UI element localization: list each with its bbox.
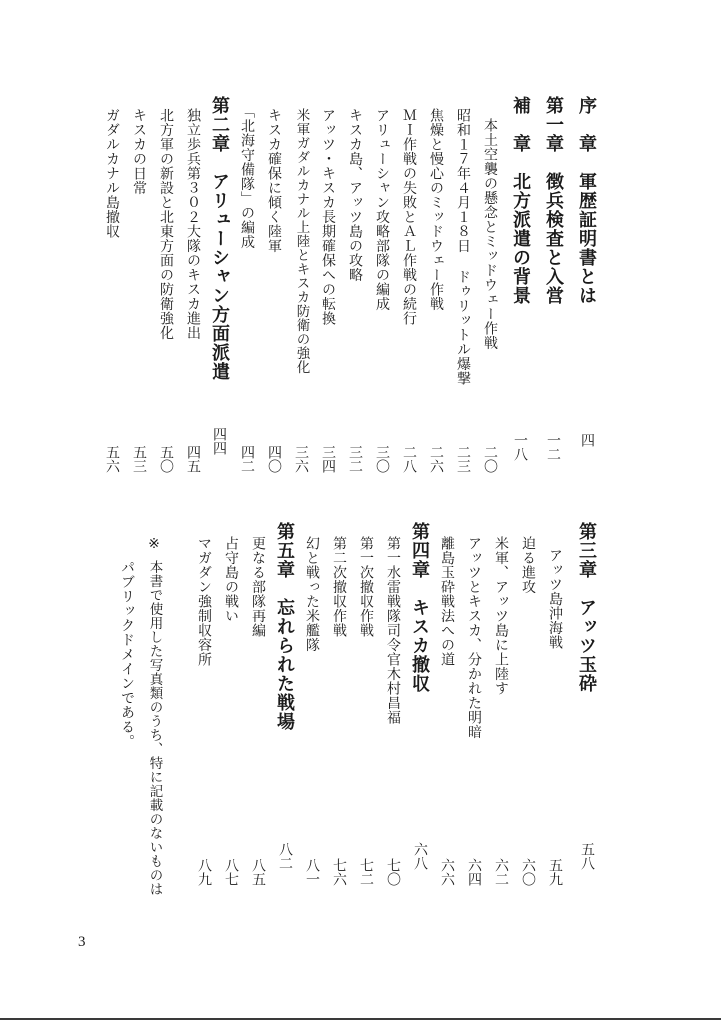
bottom-rule [0, 1018, 721, 1020]
toc-page-number: 八二 [277, 842, 293, 870]
toc-page-number: 二〇 [482, 445, 498, 473]
toc-page-number: 三〇 [374, 445, 390, 473]
toc-page-number: 五〇 [158, 445, 174, 473]
toc-entry: アッツ島沖海戦 [547, 548, 563, 650]
toc-heading-chapter5: 第五章 忘れられた戦場 [274, 522, 295, 731]
toc-heading-chapter4: 第四章 キスカ撤収 [409, 522, 430, 693]
toc-entry: 幻と戦った米艦隊 [304, 536, 320, 652]
toc-page-number: 二三 [455, 445, 471, 473]
toc-page-number: 八五 [250, 858, 266, 886]
toc-entry: キスカ確保に傾く陸軍 [266, 108, 282, 253]
toc-page-number: 五八 [579, 842, 595, 870]
toc-page-number: 八一 [304, 858, 320, 886]
toc-entry: ＭＩ作戦の失敗とＡＬ作戦の続行 [401, 108, 417, 326]
toc-entry: 昭和１７年４月１８日 ドゥリットル爆撃 [455, 108, 471, 386]
toc-entry: キスカ島、アッツ島の攻略 [347, 108, 363, 282]
toc-page-number: 六六 [439, 858, 455, 886]
toc-page-number: 五三 [131, 445, 147, 473]
toc-entry: 占守島の戦い [223, 536, 239, 623]
toc-page-number: 一八 [512, 433, 528, 461]
toc-page-number: 六八 [412, 842, 428, 870]
toc-entry: 北方軍の新設と北東方面の防衛強化 [158, 108, 174, 340]
toc-page-number: 六〇 [520, 858, 536, 886]
toc-page-number: 四〇 [266, 445, 282, 473]
toc-entry: 「北海守備隊」の編成 [239, 104, 255, 249]
toc-entry: キスカの日常 [131, 108, 147, 195]
note-line-2: パブリックドメインである。 [119, 560, 135, 749]
toc-page-number: 八九 [196, 858, 212, 886]
toc-entry: 更なる部隊再編 [250, 536, 266, 638]
toc-entry: 米軍、アッツ島に上陸す [493, 536, 509, 696]
toc-entry: ガダルカナル島撤収 [104, 108, 120, 239]
toc-entry: アリューシャン攻略部隊の編成 [374, 108, 390, 311]
toc-page-number: 七〇 [385, 858, 401, 886]
toc-entry: 独立歩兵第３０２大隊のキスカ進出 [185, 108, 201, 340]
toc-page-number: 七六 [331, 858, 347, 886]
toc-page-number: 六二 [493, 858, 509, 886]
toc-page-number: 四 [579, 433, 595, 447]
toc-entry: 米軍ガダルカナル上陸とキスカ防衛の強化 [293, 108, 310, 374]
toc-entry: アッツ・キスカ長期確保への転換 [320, 108, 336, 326]
toc-page-number: 四二 [239, 445, 255, 473]
toc-heading-prologue: 序 章 軍歴証明書とは [576, 96, 597, 305]
toc-page-number: 七二 [358, 858, 374, 886]
toc-heading-supplement: 補 章 北方派遣の背景 [510, 96, 531, 305]
toc-page-number: 五六 [104, 445, 120, 473]
toc-page-number: 四五 [185, 445, 201, 473]
toc-entry: 第二次撤収作戦 [331, 536, 347, 638]
toc-entry: アッツとキスカ、分かれた明暗 [466, 536, 482, 739]
toc-entry: 第一水雷戦隊司令官木村昌福 [385, 536, 401, 725]
toc-heading-chapter1: 第一章 徴兵検査と入営 [543, 96, 564, 305]
toc-page-number: 三四 [320, 445, 336, 473]
toc-entry: 本土空襲の懸念とミッドウェー作戦 [482, 118, 498, 350]
toc-page-number: 三六 [293, 445, 309, 473]
toc-entry: 焦燥と慢心のミッドウェー作戦 [428, 108, 444, 311]
toc-heading-chapter3: 第三章 アッツ玉砕 [576, 522, 597, 693]
page-number: 3 [78, 934, 86, 950]
toc-heading-chapter2: 第二章 アリューシャン方面派遣 [209, 96, 230, 381]
toc-page-number: 六四 [466, 858, 482, 886]
toc-page-number: 一二 [545, 433, 561, 461]
toc-entry: 離島玉砕戦法への道 [439, 536, 455, 667]
toc-entry: 迫る進攻 [520, 536, 536, 594]
note-line-1: 本書で使用した写真類のうち、特に記載のないものは [146, 560, 163, 896]
toc-page-number: 三二 [347, 445, 363, 473]
toc-page-number: 八七 [223, 858, 239, 886]
toc-entry: 第一次撤収作戦 [358, 536, 374, 638]
toc-entry: マガダン強制収容所 [196, 536, 212, 667]
toc-page-number: 四四 [211, 427, 227, 455]
toc-page-number: 二八 [401, 445, 417, 473]
note-mark: ※ [146, 536, 162, 553]
toc-page-number: 二六 [428, 445, 444, 473]
toc-page-number: 五九 [547, 858, 563, 886]
